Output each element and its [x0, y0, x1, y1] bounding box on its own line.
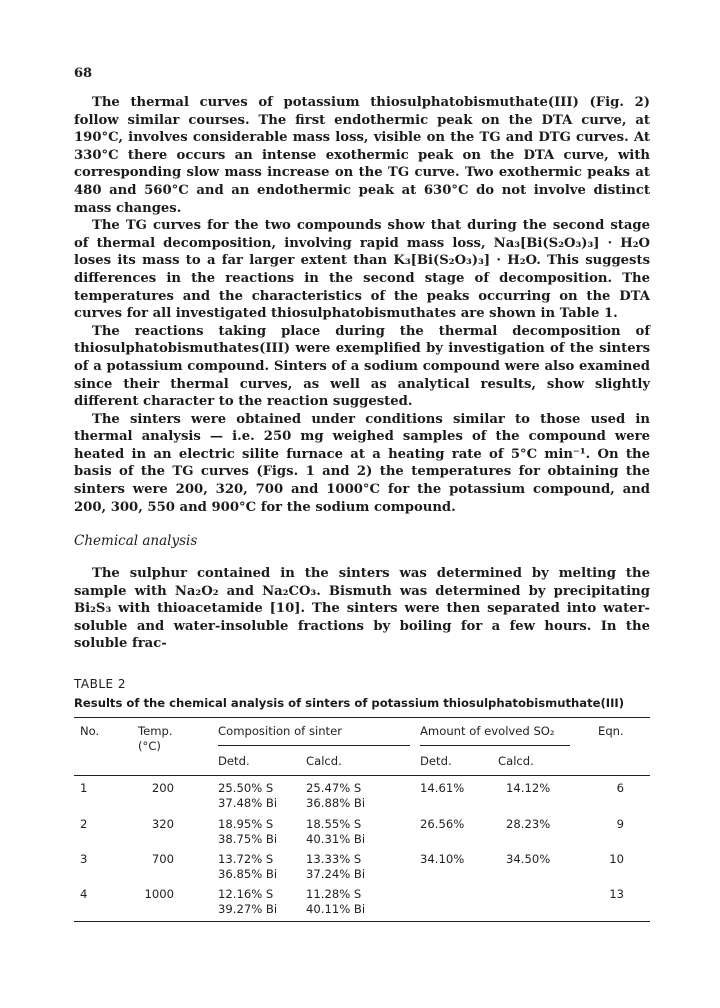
- row-1-detd-bi: 37.48% Bi: [218, 796, 278, 810]
- row-1-so2-detd: 14.61%: [420, 781, 465, 795]
- page-number: 68: [74, 66, 93, 81]
- header-temp: Temp.: [138, 724, 173, 738]
- body-text: [74, 94, 650, 516]
- row-1-eqn: 6: [616, 781, 624, 795]
- table-bottom-rule: [74, 921, 650, 922]
- paragraph-thermal-curves: The thermal curves of potassium thiosulphatobismuthate(III) (Fig. 2) follow similar courses. The first endothermic peak on the DTA curve, at 190°C, involves considerable mass loss, visible on the TG and DTG curves. At 330°C there occurs an intense exothermic peak on the DTA curve, with corresponding slow mass increase on the TG curve. Two exothermic peaks at 480 and 560°C and an endothermic peak at 630°C do not involve distinct mass changes.: [74, 95, 650, 216]
- row-2-so2-calcd: 28.23%: [506, 817, 551, 831]
- header-no: No.: [80, 724, 100, 738]
- table-header-rule: [74, 775, 650, 776]
- row-4-no: 4: [80, 887, 88, 901]
- row-2-temp: 320: [151, 817, 174, 831]
- row-1-so2-calcd: 14.12%: [506, 781, 551, 795]
- row-1-calcd-bi: 36.88% Bi: [306, 796, 366, 810]
- paragraph-chemical-analysis: The sulphur contained in the sinters was determined by melting the sample with Na₂O₂ and Na₂CO₃. Bismuth was determined by precipitating Bi₂S₃ with thioacetamide [10]. The sinters were then separated into water-soluble and water-insoluble fractions by boiling for a few hours. In the soluble frac-: [74, 566, 650, 652]
- row-3-temp: 700: [151, 852, 174, 866]
- row-3-so2-calcd: 34.50%: [506, 852, 551, 866]
- row-4-calcd-bi: 40.11% Bi: [306, 902, 366, 916]
- row-2-calcd-bi: 40.31% Bi: [306, 832, 366, 846]
- paragraph-reactions: The reactions taking place during the thermal decomposition of thiosulphatobismuthates(III) were exemplified by investigation of the sinters of a potassium compound. Sinters of a sodium compound were also examined since their thermal curves, as well as analytical results, show slightly different character to the reaction suggested.: [74, 323, 650, 410]
- row-2-no: 2: [80, 817, 88, 831]
- row-1-temp: 200: [151, 781, 174, 795]
- header-so2-detd: Detd.: [420, 754, 452, 768]
- composition-subrule: [218, 745, 410, 746]
- row-2-so2-detd: 26.56%: [420, 817, 465, 831]
- row-3-calcd-s: 13.33% S: [306, 852, 362, 866]
- paragraph-tg-curves: The TG curves for the two compounds show that during the second stage of thermal decomposition, involving rapid mass loss, Na₃[Bi(S₂O₃)₃] · H₂O loses its mass to a far larger extent than K₃[Bi(S₂O₃)₃] · H₂O. This suggests differences in the reactions in the second stage of decomposition. The temperatures and the characteristics of the peaks occurring on the DTA curves for all investigated thiosulphatobismuthates are shown in Table 1.: [74, 218, 650, 322]
- row-2-calcd-s: 18.55% S: [306, 817, 362, 831]
- header-so2: Amount of evolved SO₂: [420, 724, 555, 738]
- header-so2-calcd: Calcd.: [498, 754, 534, 768]
- row-2-detd-s: 18.95% S: [218, 817, 274, 831]
- header-composition: Composition of sinter: [218, 724, 343, 738]
- header-temp-unit: (°C): [138, 739, 161, 753]
- header-eqn: Eqn.: [598, 724, 624, 738]
- row-4-temp: 1000: [144, 887, 174, 901]
- header-composition-calcd: Calcd.: [306, 754, 342, 768]
- row-3-no: 3: [80, 852, 88, 866]
- row-3-detd-bi: 36.85% Bi: [218, 867, 278, 881]
- paragraph-sinters: The sinters were obtained under conditions similar to those used in thermal analysis — i.e. 250 mg weighed samples of the compound were heated in an electric silite furnace at a heating rate of 5°C min⁻¹. On the basis of the TG curves (Figs. 1 and 2) the temperatures for obtaining the sinters were 200, 320, 700 and 1000°C for the potassium compound, and 200, 300, 550 and 900°C for the sodium compound.: [74, 411, 650, 515]
- table-label: TABLE 2: [74, 677, 127, 691]
- table-top-rule: [74, 717, 650, 718]
- row-1-no: 1: [80, 781, 88, 795]
- row-2-detd-bi: 38.75% Bi: [218, 832, 278, 846]
- row-4-eqn: 13: [609, 887, 624, 901]
- row-4-calcd-s: 11.28% S: [306, 887, 362, 901]
- row-2-eqn: 9: [616, 817, 624, 831]
- section-heading: Chemical analysis: [74, 533, 198, 549]
- row-3-detd-s: 13.72% S: [218, 852, 274, 866]
- row-1-detd-s: 25.50% S: [218, 781, 274, 795]
- row-3-so2-detd: 34.10%: [420, 852, 465, 866]
- row-4-detd-s: 12.16% S: [218, 887, 274, 901]
- table-caption: Results of the chemical analysis of sinters of potassium thiosulphatobismuthate(III): [74, 696, 625, 710]
- row-4-detd-bi: 39.27% Bi: [218, 902, 278, 916]
- header-composition-detd: Detd.: [218, 754, 250, 768]
- row-3-eqn: 10: [609, 852, 624, 866]
- so2-subrule: [420, 745, 570, 746]
- row-1-calcd-s: 25.47% S: [306, 781, 362, 795]
- row-3-calcd-bi: 37.24% Bi: [306, 867, 366, 881]
- chemical-analysis-text: [74, 565, 650, 653]
